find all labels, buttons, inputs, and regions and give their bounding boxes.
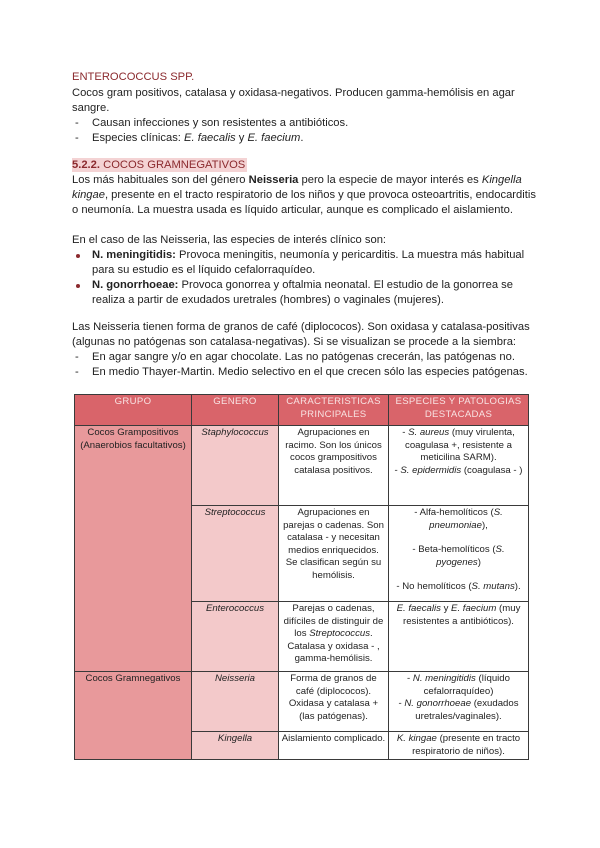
paragraph-line [72, 173, 536, 188]
list-item-text: Causan infecciones y son resistentes a antibióticos. [92, 117, 349, 129]
text: (coagulasa - ) [461, 464, 523, 476]
genus-name: Neisseria [248, 174, 299, 186]
text: - Alfa-hemolíticos ( [414, 507, 494, 518]
text: (muy virulenta, coagulasa +, resistente a meticilina SARM). [405, 427, 515, 464]
text: para su estudio es el líquido cefalorraquídeo. [92, 264, 316, 276]
list-item [72, 365, 528, 380]
section-heading [72, 158, 247, 172]
species-bullet-list [72, 248, 524, 308]
species-name: E. faecium [451, 603, 497, 614]
genero-cell: Enterococcus [192, 602, 279, 672]
list-item-text: En agar sangre y/o en agar chocolate. Las no patógenas crecerán, las patógenas no. [92, 351, 515, 363]
list-item [72, 278, 524, 308]
text: - [394, 464, 401, 476]
list-item-text: . [300, 132, 304, 144]
enterococcus-list [72, 116, 348, 146]
text: (exudados uretrales/vaginales). [415, 698, 519, 722]
paragraph-line: sangre. [72, 102, 110, 114]
caracteristicas-cell: Forma de granos de café (diplococos). Oxidasa y catalasa + (las patógenas). [279, 672, 389, 732]
header-genero: GENERO [192, 395, 279, 426]
paragraph-line: Las Neisseria tienen forma de granos de café (diplococos). Son oxidasa y catalasa-positivas [72, 321, 530, 333]
text: - [407, 673, 413, 684]
especies-cell [389, 732, 529, 760]
species-intro: En el caso de las Neisseria, las especies de interés clínico son: [72, 234, 387, 246]
caracteristicas-cell [279, 602, 389, 672]
text: Los más habituales son del género [72, 174, 249, 186]
text: - No hemolíticos ( [396, 581, 472, 593]
text: Parejas o cadenas, difíciles de distinguir de los [283, 603, 384, 640]
caracteristicas-cell: Agrupaciones en parejas o cadenas. Son catalasa - y necesitan medios enriquecidos. Se clasifican según su hemólisis. [279, 506, 389, 602]
species-name: Kingella [481, 174, 522, 186]
table-header-row [75, 395, 529, 426]
list-item [72, 248, 524, 278]
species-name: N. meningitidis [412, 673, 476, 684]
cocci-table [74, 394, 529, 760]
genero-cell: Streptococcus [192, 506, 279, 602]
header-grupo: GRUPO [75, 395, 192, 426]
table-row [75, 672, 529, 732]
genero-cell: Kingella [192, 732, 279, 760]
text: ) [477, 556, 481, 568]
list-item-text: Especies clínicas: [92, 132, 185, 144]
morphology-paragraph [72, 320, 530, 350]
species-name: kingae [72, 189, 105, 201]
paragraph-line: o neumonía. La muestra usada es líquido articular, aunque es complicado el aislamiento. [72, 204, 513, 216]
list-item [72, 116, 348, 131]
genus-name: Streptococcus [309, 628, 371, 640]
dash-marker: - [75, 132, 79, 144]
header-caracteristicas: CARACTERISTICAS PRINCIPALES [279, 395, 389, 426]
dash-marker: - [75, 351, 79, 363]
grupo-cell: Cocos Gramnegativos [75, 672, 192, 760]
genero-cell: Neisseria [192, 672, 279, 732]
text: - [398, 698, 405, 710]
especies-cell [389, 426, 529, 506]
species-name: E. faecium [247, 132, 301, 144]
especies-cell [389, 672, 529, 732]
list-item-text: y [235, 132, 248, 144]
species-name: N. gonorrhoeae: [92, 279, 179, 291]
caracteristicas-cell: Aislamiento complicado. [279, 732, 389, 760]
text: realiza a partir de exudados uretrales (hombres) o vaginales (mujeres). [92, 294, 444, 306]
text: - [402, 427, 409, 438]
species-name: K. kingae [396, 733, 437, 744]
table-row [75, 426, 529, 506]
section-number: 5.2.2. [72, 159, 100, 171]
species-name: E. faecalis [184, 132, 236, 144]
species-name: S. aureus [408, 427, 450, 438]
header-especies: ESPECIES Y PATOLOGIAS DESTACADAS [389, 395, 529, 426]
list-item [72, 350, 528, 365]
species-name: N. meningitidis: [92, 249, 176, 261]
bullet-icon [76, 254, 80, 258]
especies-cell [389, 602, 529, 672]
text: (presente en tracto respiratorio de niños). [412, 733, 521, 757]
text: Provoca gonorrea y oftalmia neonatal. El estudio de la gonorrea se [178, 279, 513, 291]
species-name: N. gonorrhoeae [404, 698, 472, 710]
species-name: S. epidermidis [400, 464, 462, 476]
grupo-cell: Cocos Grampositivos (Anaerobios facultativos) [75, 426, 192, 672]
enterococcus-paragraph [72, 86, 515, 116]
list-item [72, 131, 348, 146]
dash-marker: - [75, 117, 79, 129]
text: ), [481, 519, 488, 531]
text: pero la especie de mayor interés es [298, 174, 482, 186]
text: (muy resistentes a antibióticos). [403, 603, 521, 627]
dash-marker: - [75, 366, 79, 378]
text: - Beta-hemolíticos ( [412, 544, 496, 556]
genero-cell: Staphylococcus [192, 426, 279, 506]
species-name: E. faecalis [396, 603, 441, 614]
species-name: S. pyogenes [436, 544, 505, 568]
species-name: S. mutans [471, 581, 515, 593]
text: , presente en el tracto respiratorio de los niños y que provoca osteoartritis, endocarditis [104, 189, 536, 201]
section-title: COCOS GRAMNEGATIVOS [100, 159, 246, 171]
list-item-text: En medio Thayer-Martin. Medio selectivo en el que crecen sólo las especies patógenas. [92, 366, 528, 378]
species-name: S. pneumoniae [429, 507, 503, 531]
section-intro [72, 173, 536, 218]
caracteristicas-cell: Agrupaciones en racimo. Son los únicos cocos grampositivos catalasa positivos. [279, 426, 389, 506]
enterococcus-heading: ENTEROCOCCUS SPP. [72, 71, 195, 83]
text: (líquido cefalorraquídeo) [423, 673, 510, 697]
text: ). [514, 581, 521, 593]
culture-list [72, 350, 528, 380]
paragraph-line [72, 188, 536, 203]
text: y [440, 603, 452, 614]
bullet-icon [76, 284, 80, 288]
text: Provoca meningitis, neumonía y pericarditis. La muestra más habitual [175, 249, 525, 261]
especies-cell [389, 506, 529, 602]
paragraph-line: Cocos gram positivos, catalasa y oxidasa-negativos. Producen gamma-hemólisis en agar [72, 87, 515, 99]
paragraph-line: (algunas no patógenas son catalasa-negativas). Si se visualizan se procede a la siembra: [72, 336, 517, 348]
text: . Catalasa y oxidasa - , gamma-hemólisis. [287, 628, 380, 665]
